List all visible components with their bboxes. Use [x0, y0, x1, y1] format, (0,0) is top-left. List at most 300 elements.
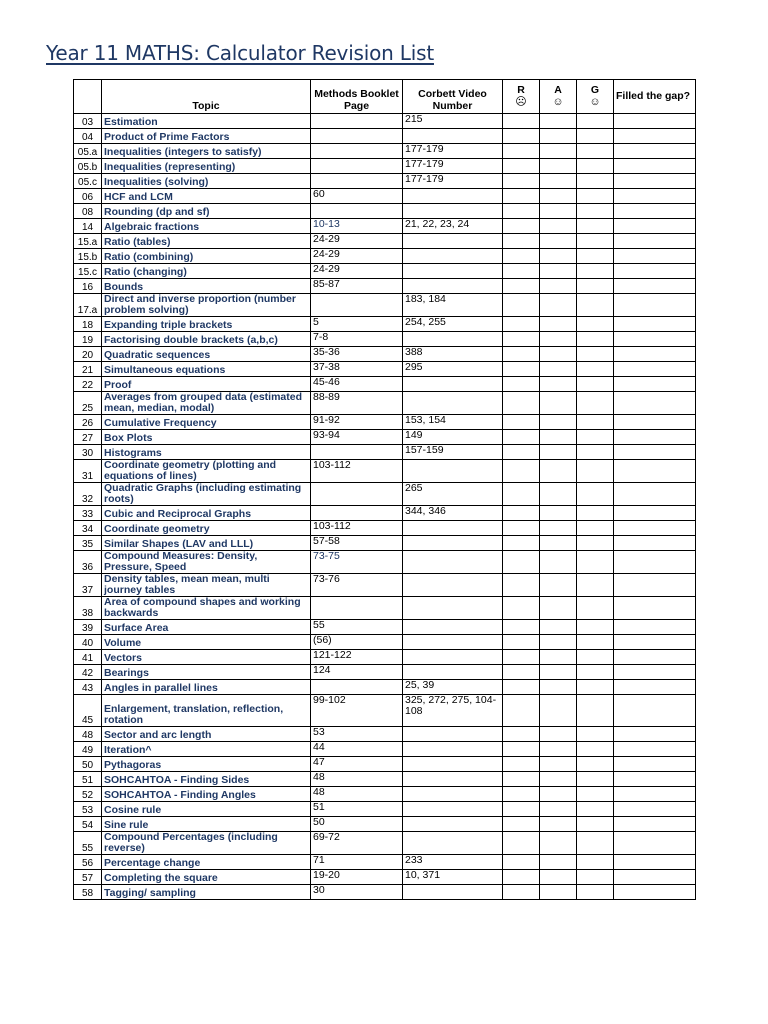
row-filled-gap-cell[interactable]	[614, 665, 696, 680]
row-red-cell[interactable]	[503, 506, 540, 521]
table-row	[74, 536, 696, 551]
row-methods-page: 88-89	[311, 392, 403, 415]
row-methods-page: 73-76	[311, 574, 403, 597]
row-green-cell[interactable]	[577, 506, 614, 521]
row-corbett-video	[403, 650, 503, 665]
row-corbett-video: 157-159	[403, 445, 503, 460]
row-red-cell[interactable]	[503, 650, 540, 665]
row-green-cell[interactable]	[577, 787, 614, 802]
row-corbett-video: 254, 255	[403, 317, 503, 332]
row-red-cell[interactable]	[503, 521, 540, 536]
row-number: 31	[74, 460, 102, 483]
row-red-cell[interactable]	[503, 695, 540, 727]
row-amber-cell[interactable]	[540, 695, 577, 727]
header-number	[74, 80, 102, 114]
header-topic: Topic	[102, 80, 311, 114]
row-green-cell[interactable]	[577, 362, 614, 377]
row-green-cell[interactable]	[577, 294, 614, 317]
row-green-cell[interactable]	[577, 772, 614, 787]
happy-face-icon: ☺	[589, 96, 601, 108]
row-filled-gap-cell[interactable]	[614, 536, 696, 551]
row-green-cell[interactable]	[577, 219, 614, 234]
row-green-cell[interactable]	[577, 174, 614, 189]
row-filled-gap-cell[interactable]	[614, 445, 696, 460]
row-red-cell[interactable]	[503, 635, 540, 650]
row-green-cell[interactable]	[577, 855, 614, 870]
row-filled-gap-cell[interactable]	[614, 114, 696, 129]
row-amber-cell[interactable]	[540, 332, 577, 347]
row-red-cell[interactable]	[503, 832, 540, 855]
row-filled-gap-cell[interactable]	[614, 742, 696, 757]
row-corbett-video	[403, 460, 503, 483]
row-number: 42	[74, 665, 102, 680]
table-row	[74, 855, 696, 870]
row-red-cell[interactable]	[503, 234, 540, 249]
table-header-row	[74, 80, 696, 114]
row-corbett-video	[403, 817, 503, 832]
row-methods-page	[311, 174, 403, 189]
row-methods-page	[311, 204, 403, 219]
row-filled-gap-cell[interactable]	[614, 294, 696, 317]
row-filled-gap-cell[interactable]	[614, 802, 696, 817]
row-amber-cell[interactable]	[540, 264, 577, 279]
row-green-cell[interactable]	[577, 597, 614, 620]
row-filled-gap-cell[interactable]	[614, 521, 696, 536]
row-topic: Cubic and Reciprocal Graphs	[102, 506, 311, 521]
row-filled-gap-cell[interactable]	[614, 680, 696, 695]
row-green-cell[interactable]	[577, 144, 614, 159]
row-green-cell[interactable]	[577, 521, 614, 536]
row-red-cell[interactable]	[503, 332, 540, 347]
row-methods-page: 50	[311, 817, 403, 832]
row-topic: Completing the square	[102, 870, 311, 885]
row-green-cell[interactable]	[577, 757, 614, 772]
table-row	[74, 362, 696, 377]
row-green-cell[interactable]	[577, 665, 614, 680]
row-amber-cell[interactable]	[540, 650, 577, 665]
row-red-cell[interactable]	[503, 279, 540, 294]
row-number: 45	[74, 695, 102, 727]
row-green-cell[interactable]	[577, 392, 614, 415]
neutral-face-icon: ☺	[552, 96, 564, 108]
row-filled-gap-cell[interactable]	[614, 204, 696, 219]
row-red-cell[interactable]	[503, 347, 540, 362]
row-methods-page: 30	[311, 885, 403, 900]
row-methods-page: 55	[311, 620, 403, 635]
row-amber-cell[interactable]	[540, 174, 577, 189]
row-methods-page: 24-29	[311, 264, 403, 279]
row-filled-gap-cell[interactable]	[614, 415, 696, 430]
table-row	[74, 620, 696, 635]
row-green-cell[interactable]	[577, 742, 614, 757]
row-red-cell[interactable]	[503, 551, 540, 574]
row-topic: Rounding (dp and sf)	[102, 204, 311, 219]
row-green-cell[interactable]	[577, 249, 614, 264]
row-corbett-video	[403, 521, 503, 536]
row-amber-cell[interactable]	[540, 680, 577, 695]
row-methods-page	[311, 294, 403, 317]
row-green-cell[interactable]	[577, 802, 614, 817]
row-amber-cell[interactable]	[540, 551, 577, 574]
row-amber-cell[interactable]	[540, 521, 577, 536]
row-red-cell[interactable]	[503, 870, 540, 885]
row-green-cell[interactable]	[577, 332, 614, 347]
row-filled-gap-cell[interactable]	[614, 483, 696, 506]
row-red-cell[interactable]	[503, 727, 540, 742]
row-green-cell[interactable]	[577, 114, 614, 129]
row-amber-cell[interactable]	[540, 727, 577, 742]
row-amber-cell[interactable]	[540, 392, 577, 415]
row-green-cell[interactable]	[577, 317, 614, 332]
row-amber-cell[interactable]	[540, 574, 577, 597]
table-row	[74, 787, 696, 802]
row-corbett-video	[403, 727, 503, 742]
row-methods-page	[311, 445, 403, 460]
row-amber-cell[interactable]	[540, 445, 577, 460]
row-green-cell[interactable]	[577, 460, 614, 483]
row-filled-gap-cell[interactable]	[614, 772, 696, 787]
row-green-cell[interactable]	[577, 204, 614, 219]
row-green-cell[interactable]	[577, 377, 614, 392]
row-filled-gap-cell[interactable]	[614, 234, 696, 249]
row-amber-cell[interactable]	[540, 855, 577, 870]
table-row	[74, 347, 696, 362]
table-row	[74, 332, 696, 347]
row-number: 58	[74, 885, 102, 900]
row-amber-cell[interactable]	[540, 885, 577, 900]
table-row	[74, 114, 696, 129]
row-number: 15.b	[74, 249, 102, 264]
row-filled-gap-cell[interactable]	[614, 430, 696, 445]
row-number: 03	[74, 114, 102, 129]
row-green-cell[interactable]	[577, 817, 614, 832]
row-amber-cell[interactable]	[540, 430, 577, 445]
row-amber-cell[interactable]	[540, 620, 577, 635]
row-methods-page: 10-13	[311, 219, 403, 234]
row-green-cell[interactable]	[577, 347, 614, 362]
row-red-cell[interactable]	[503, 294, 540, 317]
row-topic: Compound Measures: Density, Pressure, Speed	[102, 551, 311, 574]
row-filled-gap-cell[interactable]	[614, 635, 696, 650]
row-methods-page: 69-72	[311, 832, 403, 855]
row-corbett-video: 149	[403, 430, 503, 445]
row-amber-cell[interactable]	[540, 483, 577, 506]
row-number: 20	[74, 347, 102, 362]
table-row	[74, 802, 696, 817]
row-corbett-video	[403, 204, 503, 219]
sad-face-icon: ☹	[515, 96, 527, 108]
row-filled-gap-cell[interactable]	[614, 817, 696, 832]
row-amber-cell[interactable]	[540, 757, 577, 772]
row-amber-cell[interactable]	[540, 415, 577, 430]
row-corbett-video	[403, 832, 503, 855]
row-amber-cell[interactable]	[540, 249, 577, 264]
table-row	[74, 597, 696, 620]
row-filled-gap-cell[interactable]	[614, 551, 696, 574]
table-row	[74, 817, 696, 832]
row-methods-page: 85-87	[311, 279, 403, 294]
row-topic: Quadratic sequences	[102, 347, 311, 362]
row-green-cell[interactable]	[577, 680, 614, 695]
row-red-cell[interactable]	[503, 392, 540, 415]
row-red-cell[interactable]	[503, 757, 540, 772]
row-green-cell[interactable]	[577, 885, 614, 900]
row-filled-gap-cell[interactable]	[614, 885, 696, 900]
row-green-cell[interactable]	[577, 279, 614, 294]
row-filled-gap-cell[interactable]	[614, 650, 696, 665]
row-red-cell[interactable]	[503, 574, 540, 597]
row-red-cell[interactable]	[503, 129, 540, 144]
row-topic: Sine rule	[102, 817, 311, 832]
row-amber-cell[interactable]	[540, 536, 577, 551]
row-topic: Volume	[102, 635, 311, 650]
row-filled-gap-cell[interactable]	[614, 249, 696, 264]
row-red-cell[interactable]	[503, 430, 540, 445]
row-green-cell[interactable]	[577, 650, 614, 665]
row-green-cell[interactable]	[577, 430, 614, 445]
row-corbett-video: 183, 184	[403, 294, 503, 317]
table-row	[74, 551, 696, 574]
row-topic: Similar Shapes (LAV and LLL)	[102, 536, 311, 551]
row-red-cell[interactable]	[503, 445, 540, 460]
row-red-cell[interactable]	[503, 742, 540, 757]
row-corbett-video	[403, 129, 503, 144]
row-number: 32	[74, 483, 102, 506]
row-red-cell[interactable]	[503, 144, 540, 159]
row-red-cell[interactable]	[503, 802, 540, 817]
row-amber-cell[interactable]	[540, 506, 577, 521]
row-topic: Cumulative Frequency	[102, 415, 311, 430]
row-filled-gap-cell[interactable]	[614, 832, 696, 855]
row-filled-gap-cell[interactable]	[614, 870, 696, 885]
row-number: 39	[74, 620, 102, 635]
row-filled-gap-cell[interactable]	[614, 189, 696, 204]
row-red-cell[interactable]	[503, 317, 540, 332]
row-green-cell[interactable]	[577, 189, 614, 204]
row-filled-gap-cell[interactable]	[614, 460, 696, 483]
row-amber-cell[interactable]	[540, 129, 577, 144]
row-number: 43	[74, 680, 102, 695]
row-corbett-video	[403, 885, 503, 900]
row-green-cell[interactable]	[577, 620, 614, 635]
row-filled-gap-cell[interactable]	[614, 855, 696, 870]
table-row	[74, 144, 696, 159]
table-row	[74, 695, 696, 727]
table-row	[74, 757, 696, 772]
row-red-cell[interactable]	[503, 174, 540, 189]
row-methods-page: 121-122	[311, 650, 403, 665]
row-red-cell[interactable]	[503, 597, 540, 620]
row-amber-cell[interactable]	[540, 204, 577, 219]
row-number: 33	[74, 506, 102, 521]
header-filled-gap: Filled the gap?	[614, 80, 696, 114]
table-row	[74, 415, 696, 430]
row-filled-gap-cell[interactable]	[614, 620, 696, 635]
row-amber-cell[interactable]	[540, 114, 577, 129]
table-row	[74, 635, 696, 650]
row-topic: Factorising double brackets (a,b,c)	[102, 332, 311, 347]
row-topic: Bounds	[102, 279, 311, 294]
row-corbett-video	[403, 665, 503, 680]
row-filled-gap-cell[interactable]	[614, 129, 696, 144]
row-red-cell[interactable]	[503, 114, 540, 129]
row-amber-cell[interactable]	[540, 832, 577, 855]
row-topic: Angles in parallel lines	[102, 680, 311, 695]
row-methods-page: 5	[311, 317, 403, 332]
row-amber-cell[interactable]	[540, 234, 577, 249]
row-corbett-video: 344, 346	[403, 506, 503, 521]
table-row	[74, 317, 696, 332]
row-red-cell[interactable]	[503, 665, 540, 680]
header-red	[503, 80, 540, 114]
header-corbett-video: Corbett Video Number	[403, 80, 503, 114]
row-green-cell[interactable]	[577, 695, 614, 727]
row-corbett-video: 295	[403, 362, 503, 377]
row-green-cell[interactable]	[577, 415, 614, 430]
row-filled-gap-cell[interactable]	[614, 159, 696, 174]
row-green-cell[interactable]	[577, 574, 614, 597]
row-amber-cell[interactable]	[540, 219, 577, 234]
row-green-cell[interactable]	[577, 445, 614, 460]
row-filled-gap-cell[interactable]	[614, 362, 696, 377]
row-red-cell[interactable]	[503, 536, 540, 551]
row-green-cell[interactable]	[577, 264, 614, 279]
row-amber-cell[interactable]	[540, 294, 577, 317]
row-filled-gap-cell[interactable]	[614, 597, 696, 620]
row-red-cell[interactable]	[503, 249, 540, 264]
row-amber-cell[interactable]	[540, 772, 577, 787]
row-red-cell[interactable]	[503, 159, 540, 174]
row-filled-gap-cell[interactable]	[614, 144, 696, 159]
table-row	[74, 665, 696, 680]
row-number: 18	[74, 317, 102, 332]
row-number: 06	[74, 189, 102, 204]
row-filled-gap-cell[interactable]	[614, 506, 696, 521]
row-amber-cell[interactable]	[540, 317, 577, 332]
row-topic: Simultaneous equations	[102, 362, 311, 377]
row-amber-cell[interactable]	[540, 377, 577, 392]
row-red-cell[interactable]	[503, 204, 540, 219]
row-corbett-video	[403, 787, 503, 802]
row-amber-cell[interactable]	[540, 817, 577, 832]
row-red-cell[interactable]	[503, 264, 540, 279]
row-red-cell[interactable]	[503, 189, 540, 204]
table-row	[74, 189, 696, 204]
row-green-cell[interactable]	[577, 832, 614, 855]
row-filled-gap-cell[interactable]	[614, 727, 696, 742]
row-filled-gap-cell[interactable]	[614, 279, 696, 294]
row-red-cell[interactable]	[503, 620, 540, 635]
row-red-cell[interactable]	[503, 817, 540, 832]
table-row	[74, 219, 696, 234]
row-filled-gap-cell[interactable]	[614, 787, 696, 802]
row-filled-gap-cell[interactable]	[614, 219, 696, 234]
row-filled-gap-cell[interactable]	[614, 574, 696, 597]
row-filled-gap-cell[interactable]	[614, 757, 696, 772]
row-red-cell[interactable]	[503, 787, 540, 802]
row-red-cell[interactable]	[503, 772, 540, 787]
row-filled-gap-cell[interactable]	[614, 347, 696, 362]
row-filled-gap-cell[interactable]	[614, 392, 696, 415]
row-red-cell[interactable]	[503, 219, 540, 234]
row-red-cell[interactable]	[503, 885, 540, 900]
row-red-cell[interactable]	[503, 483, 540, 506]
row-corbett-video	[403, 772, 503, 787]
row-amber-cell[interactable]	[540, 870, 577, 885]
row-red-cell[interactable]	[503, 415, 540, 430]
row-red-cell[interactable]	[503, 680, 540, 695]
row-green-cell[interactable]	[577, 727, 614, 742]
row-filled-gap-cell[interactable]	[614, 332, 696, 347]
row-topic: SOHCAHTOA - Finding Sides	[102, 772, 311, 787]
row-amber-cell[interactable]	[540, 742, 577, 757]
row-amber-cell[interactable]	[540, 597, 577, 620]
row-topic: Box Plots	[102, 430, 311, 445]
row-corbett-video: 215	[403, 114, 503, 129]
row-methods-page: 35-36	[311, 347, 403, 362]
row-red-cell[interactable]	[503, 460, 540, 483]
row-amber-cell[interactable]	[540, 159, 577, 174]
row-amber-cell[interactable]	[540, 635, 577, 650]
row-methods-page: 93-94	[311, 430, 403, 445]
row-red-cell[interactable]	[503, 855, 540, 870]
row-methods-page: 24-29	[311, 234, 403, 249]
table-row	[74, 430, 696, 445]
row-number: 54	[74, 817, 102, 832]
row-topic: Iteration^	[102, 742, 311, 757]
row-methods-page: 73-75	[311, 551, 403, 574]
row-green-cell[interactable]	[577, 129, 614, 144]
table-row	[74, 234, 696, 249]
table-row	[74, 483, 696, 506]
row-amber-cell[interactable]	[540, 362, 577, 377]
row-green-cell[interactable]	[577, 870, 614, 885]
table-row	[74, 650, 696, 665]
row-amber-cell[interactable]	[540, 189, 577, 204]
row-number: 51	[74, 772, 102, 787]
row-green-cell[interactable]	[577, 159, 614, 174]
row-filled-gap-cell[interactable]	[614, 264, 696, 279]
row-amber-cell[interactable]	[540, 347, 577, 362]
row-green-cell[interactable]	[577, 551, 614, 574]
row-amber-cell[interactable]	[540, 460, 577, 483]
row-filled-gap-cell[interactable]	[614, 317, 696, 332]
row-amber-cell[interactable]	[540, 144, 577, 159]
row-filled-gap-cell[interactable]	[614, 377, 696, 392]
row-amber-cell[interactable]	[540, 802, 577, 817]
row-filled-gap-cell[interactable]	[614, 174, 696, 189]
row-filled-gap-cell[interactable]	[614, 695, 696, 727]
row-corbett-video: 153, 154	[403, 415, 503, 430]
row-corbett-video	[403, 551, 503, 574]
row-methods-page: 103-112	[311, 521, 403, 536]
row-topic: Algebraic fractions	[102, 219, 311, 234]
row-green-cell[interactable]	[577, 536, 614, 551]
row-number: 15.c	[74, 264, 102, 279]
table-row	[74, 294, 696, 317]
row-amber-cell[interactable]	[540, 665, 577, 680]
row-amber-cell[interactable]	[540, 279, 577, 294]
row-amber-cell[interactable]	[540, 787, 577, 802]
row-number: 40	[74, 635, 102, 650]
row-green-cell[interactable]	[577, 234, 614, 249]
row-number: 30	[74, 445, 102, 460]
row-topic: Inequalities (representing)	[102, 159, 311, 174]
row-red-cell[interactable]	[503, 362, 540, 377]
row-green-cell[interactable]	[577, 483, 614, 506]
row-red-cell[interactable]	[503, 377, 540, 392]
row-green-cell[interactable]	[577, 635, 614, 650]
